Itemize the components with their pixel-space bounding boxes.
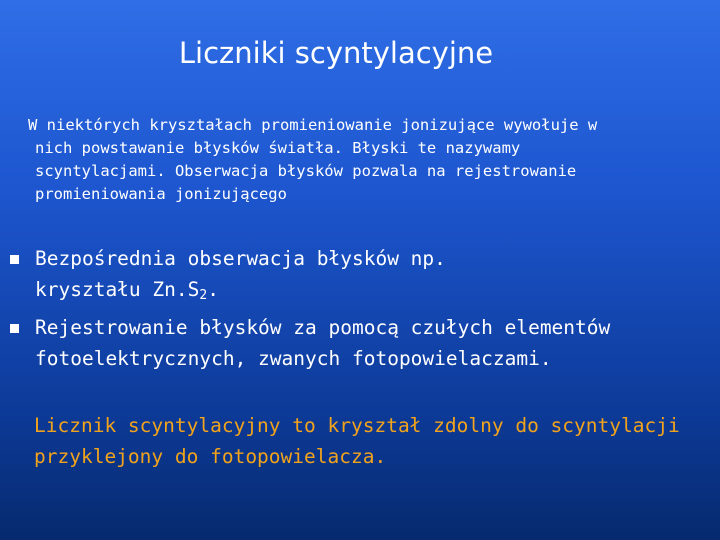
bullet-text [35, 243, 446, 311]
bullet-line [35, 274, 446, 311]
bullet-line: Bezpośrednia obserwacja błysków np. [35, 247, 446, 270]
subscript: 2 [199, 288, 208, 303]
bullet-item [0, 312, 700, 380]
intro-line: nich powstawanie błysków światła. Błyski te nazywamy [35, 139, 521, 157]
intro-line: scyntylacjami. Obserwacja błysków pozwala na rejestrowanie [35, 162, 577, 180]
summary-text [34, 410, 704, 472]
intro-line: W niektórych kryształach promieniowanie jonizujące wywołuje w [28, 116, 598, 134]
bullet-line-prefix: kryształu Zn.S [35, 278, 200, 301]
bullet-line: fotoelektrycznych, zwanych fotopowielaczami. [35, 347, 552, 370]
square-bullet-icon [10, 324, 19, 333]
bullet-text [35, 312, 610, 374]
bullet-item [0, 243, 700, 311]
bullet-line: Rejestrowanie błysków za pomocą czułych elementów [35, 316, 611, 339]
intro-paragraph [28, 114, 688, 206]
bullet-line-suffix: . [207, 278, 219, 301]
slide-title: Liczniki scyntylacyjne [178, 36, 494, 70]
summary-line: przyklejony do fotopowielacza. [34, 445, 387, 468]
square-bullet-icon [10, 255, 19, 264]
intro-line: promieniowania jonizującego [35, 185, 287, 203]
summary-line: Licznik scyntylacyjny to kryształ zdolny do scyntylacji [34, 414, 680, 437]
